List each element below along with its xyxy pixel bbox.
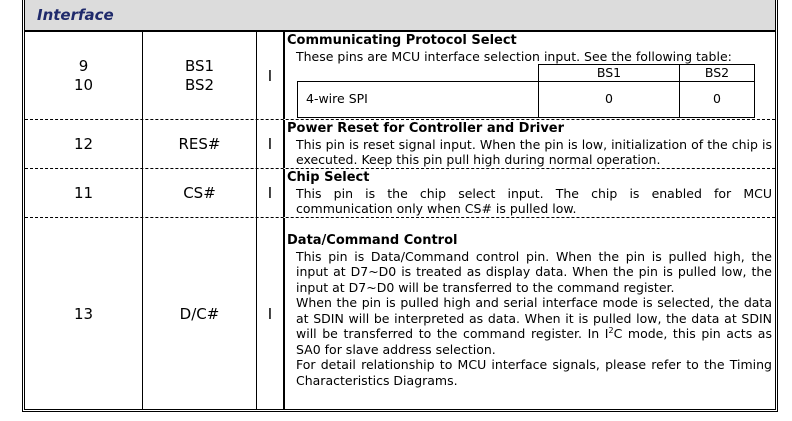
function-title: Communicating Protocol Select xyxy=(287,33,517,48)
pin-number: 11 xyxy=(73,184,94,202)
function-paragraph: For detail relationship to MCU interface signals, please refer to the Timing Characteristics Diagrams. xyxy=(296,357,772,388)
table-row xyxy=(25,169,775,217)
pin-name: CS# xyxy=(183,184,216,202)
table-row xyxy=(25,32,775,119)
bs-table-row xyxy=(298,81,755,117)
pin-name: D/C# xyxy=(179,304,220,323)
pin-name: BS1 xyxy=(184,56,215,75)
pin-type-cell xyxy=(257,32,285,119)
function-paragraph xyxy=(287,295,775,357)
function-description-cell xyxy=(287,32,775,119)
pin-type-cell xyxy=(257,218,285,409)
function-title: Data/Command Control xyxy=(287,233,458,248)
pin-number: 12 xyxy=(73,135,94,153)
bs-mode-label: 4-wire SPI xyxy=(298,81,539,117)
pin-number-cell xyxy=(25,169,143,217)
pin-name-cell xyxy=(143,32,257,119)
pin-type: I xyxy=(267,304,273,323)
pin-number: 10 xyxy=(73,75,94,94)
pin-type-cell xyxy=(257,169,285,217)
bs-table-corner xyxy=(298,65,539,82)
section-header xyxy=(25,0,775,32)
pin-name-cell xyxy=(143,169,257,217)
section-title: Interface xyxy=(37,6,114,24)
bs2-header: BS2 xyxy=(680,65,755,82)
table-row xyxy=(25,218,775,409)
pin-type-cell xyxy=(257,120,285,168)
pin-number-cell xyxy=(25,120,143,168)
pin-name-cell xyxy=(143,120,257,168)
table-row xyxy=(25,120,775,168)
function-paragraph: This pin is Data/Command control pin. When the pin is pulled high, the input at D7~D0 is treated as display data. When the pin is pulled low, the input at D7~D0 will be transferred to the command register. xyxy=(296,248,772,295)
function-description: These pins are MCU interface selection input. See the following table: xyxy=(296,48,732,64)
pin-name-cell xyxy=(143,218,257,409)
function-description: This pin is reset signal input. When the pin is low, initialization of the chip is executed. Keep this pin pull high during normal operation. xyxy=(296,136,772,167)
superscript: 2 xyxy=(608,325,614,335)
pin-type: I xyxy=(267,184,273,202)
pin-name: BS2 xyxy=(184,75,215,94)
pin-number: 13 xyxy=(73,304,94,323)
function-title: Power Reset for Controller and Driver xyxy=(287,121,565,136)
pin-number-cell xyxy=(25,32,143,119)
pin-type: I xyxy=(267,66,273,85)
pin-name: RES# xyxy=(178,135,221,153)
function-description-cell xyxy=(287,169,775,217)
bs2-value: 0 xyxy=(680,81,755,117)
function-title: Chip Select xyxy=(287,170,370,185)
bs1-value: 0 xyxy=(539,81,680,117)
pin-type: I xyxy=(267,135,273,153)
paragraph-text: C mode, this pin acts as SA0 for slave address selection. xyxy=(296,326,772,357)
bs-selection-table xyxy=(297,64,755,118)
bs1-header: BS1 xyxy=(539,65,680,82)
pin-number: 9 xyxy=(78,56,89,75)
pin-number-cell xyxy=(25,218,143,409)
function-description-cell xyxy=(287,120,775,168)
bs-table-header-row xyxy=(298,65,755,82)
paragraph-text: When the pin is pulled high and serial interface mode is selected, the data at SDIN will be interpreted as data. When it is pulled low, the data at SDIN will be transferred to the command register. In I xyxy=(296,295,772,341)
function-description: This pin is the chip select input. The chip is enabled for MCU communication only when CS# is pulled low. xyxy=(296,185,772,216)
function-description-cell xyxy=(287,218,775,409)
